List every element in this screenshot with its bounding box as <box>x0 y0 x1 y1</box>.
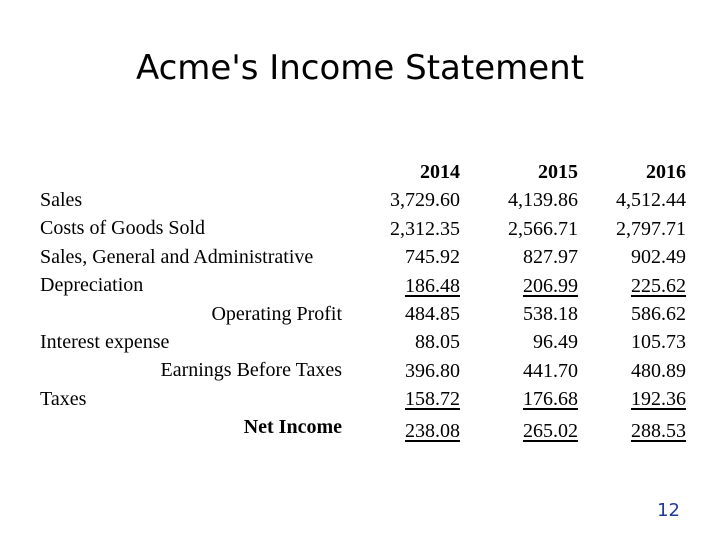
cell-depreciation-2016: 225.62 <box>631 274 686 297</box>
cell-sales-2015: 4,139.86 <box>508 189 578 212</box>
year-header-2014: 2014 <box>420 161 460 183</box>
cell-depreciation-2014: 186.48 <box>405 274 460 297</box>
label-cogs: Costs of Goods Sold <box>40 217 206 240</box>
label-depreciation: Depreciation <box>40 274 144 297</box>
cell-net-income-2015: 265.02 <box>523 419 578 442</box>
cell-interest-2016: 105.73 <box>631 331 686 354</box>
cell-taxes-2014: 158.72 <box>405 388 460 411</box>
cell-cogs-2015: 2,566.71 <box>508 217 578 240</box>
label-interest-expense: Interest expense <box>40 330 170 353</box>
cell-sales-2016: 4,512.44 <box>616 189 686 212</box>
cell-cogs-2014: 2,312.35 <box>390 217 460 240</box>
cell-sga-2016: 902.49 <box>631 246 686 269</box>
label-taxes: Taxes <box>40 387 87 410</box>
cell-ebt-2014: 396.80 <box>405 359 460 382</box>
cell-cogs-2016: 2,797.71 <box>616 217 686 240</box>
label-operating-profit: Operating Profit <box>211 302 342 325</box>
label-ebt: Earnings Before Taxes <box>160 359 342 382</box>
cell-operating-profit-2015: 538.18 <box>523 302 578 325</box>
cell-depreciation-2015: 206.99 <box>523 274 578 297</box>
slide-title: Acme's Income Statement <box>135 48 585 88</box>
cell-operating-profit-2016: 586.62 <box>631 302 686 325</box>
cell-ebt-2016: 480.89 <box>631 359 686 382</box>
cell-operating-profit-2014: 484.85 <box>405 302 460 325</box>
cell-net-income-2014: 238.08 <box>405 419 460 442</box>
cell-taxes-2015: 176.68 <box>523 388 578 411</box>
year-header-2016: 2016 <box>646 161 686 183</box>
cell-net-income-2016: 288.53 <box>631 419 686 442</box>
cell-interest-2015: 96.49 <box>533 331 578 354</box>
row-labels <box>40 186 342 442</box>
cell-sales-2014: 3,729.60 <box>390 189 460 212</box>
cell-ebt-2015: 441.70 <box>523 359 578 382</box>
label-sales: Sales <box>40 189 83 211</box>
cell-sga-2014: 745.92 <box>405 246 460 269</box>
column-2014 <box>330 158 460 445</box>
column-2016 <box>556 158 686 445</box>
label-net-income: Net Income <box>243 416 342 439</box>
year-header-2015: 2015 <box>538 161 578 183</box>
cell-interest-2014: 88.05 <box>415 331 460 354</box>
cell-taxes-2016: 192.36 <box>631 388 686 411</box>
page-number: 12 <box>657 500 680 521</box>
cell-sga-2015: 827.97 <box>523 246 578 269</box>
label-sga: Sales, General and Administrative <box>40 245 314 268</box>
